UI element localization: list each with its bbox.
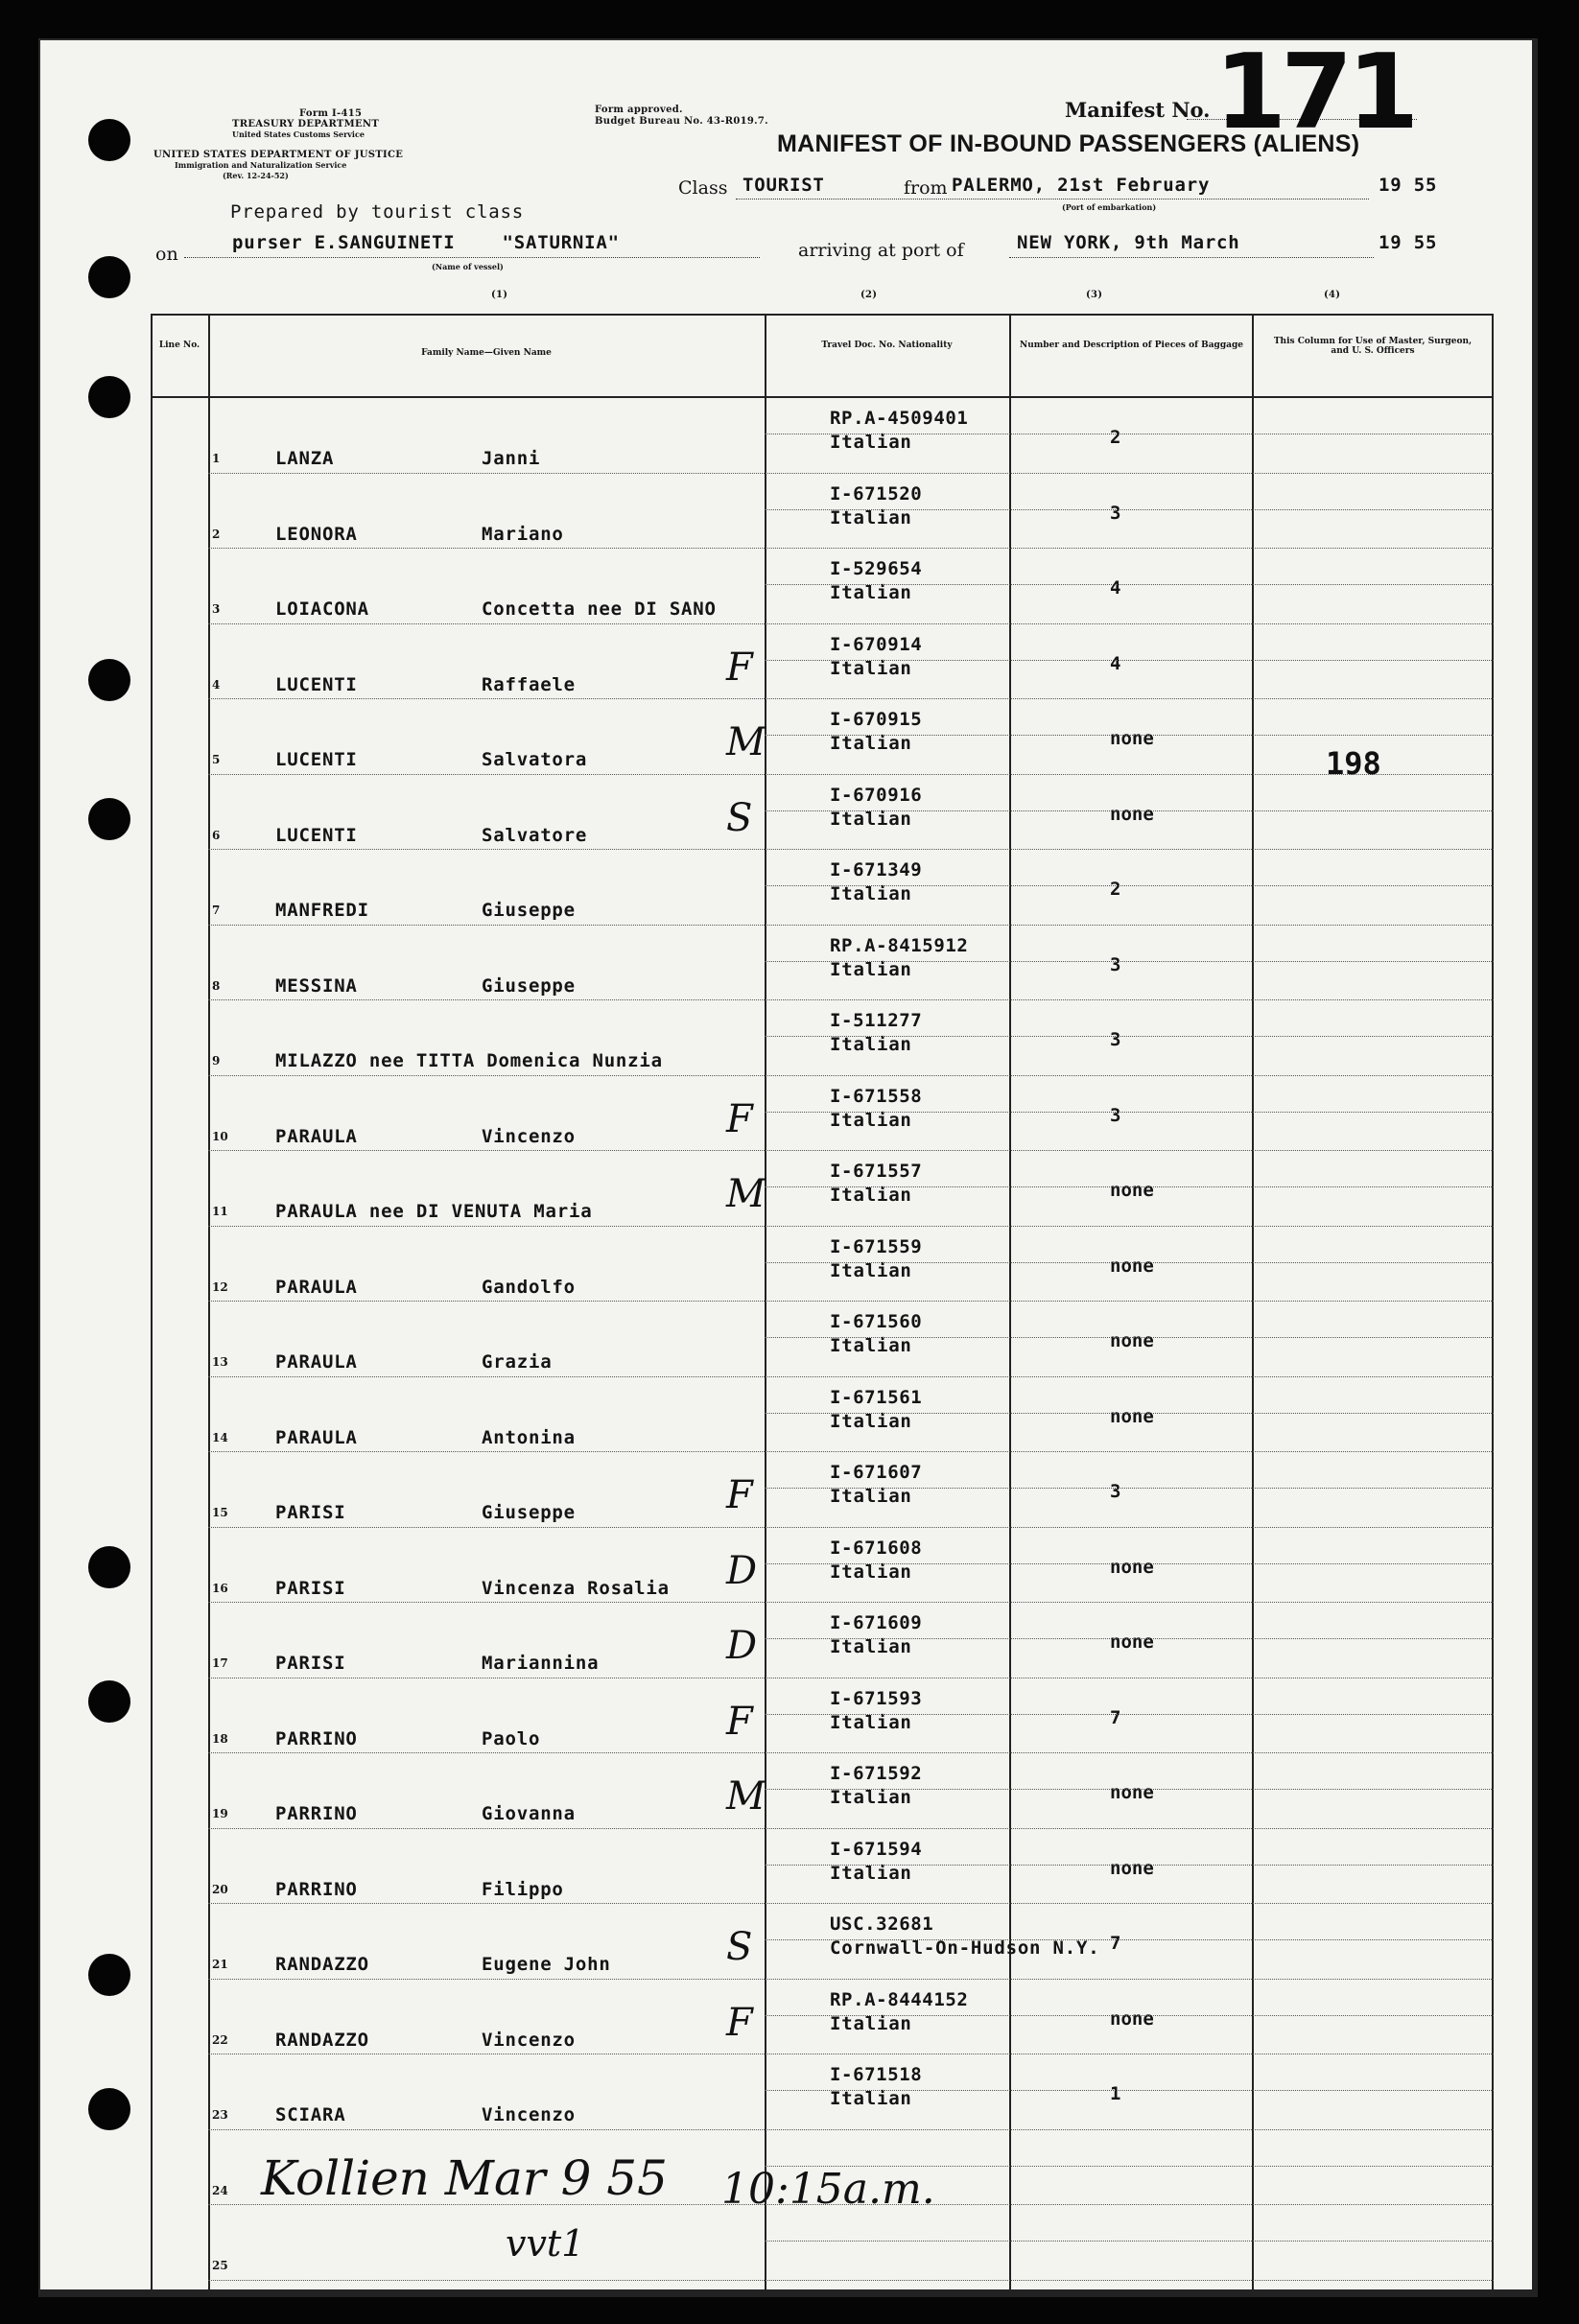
nationality: Italian [830, 1561, 912, 1583]
line-number: 23 [212, 2108, 228, 2122]
given-name: Giovanna [482, 1803, 576, 1824]
year-embarkation: 19 55 [1379, 175, 1438, 196]
table-row [151, 1829, 1494, 1903]
manifest-page [38, 33, 1538, 2297]
line-number: 3 [212, 602, 221, 616]
table-row [151, 398, 1494, 472]
line-number: 13 [212, 1355, 228, 1369]
line-number: 16 [212, 1581, 228, 1595]
port-of-embarkation-caption: (Port of embarkation) [1062, 202, 1157, 212]
given-name: Mariano [482, 523, 564, 545]
nationality: Italian [830, 2012, 912, 2034]
embarkation-value: PALERMO, 21st February [952, 175, 1211, 196]
vessel-caption: (Name of vessel) [432, 262, 504, 271]
family-name: RANDAZZO [275, 2029, 369, 2051]
travel-doc: I-529654 [830, 558, 923, 579]
line-number: 4 [212, 677, 221, 692]
line-number: 1 [212, 452, 221, 465]
relation-mark: F [726, 1473, 753, 1517]
signature: Kollien Mar 9 55 [261, 2150, 668, 2206]
class-label: Class [678, 177, 728, 199]
table-row [151, 1076, 1494, 1150]
family-name: RANDAZZO [275, 1954, 369, 1975]
baggage: none [1110, 1631, 1154, 1653]
family-name: PARAULA [275, 1426, 358, 1448]
baggage: 7 [1110, 1933, 1121, 1954]
hole-punch [88, 119, 130, 161]
family-name: PARRINO [275, 1878, 358, 1900]
baggage: 3 [1110, 502, 1121, 524]
line-number: 6 [212, 828, 221, 842]
given-name: Raffaele [482, 673, 576, 695]
baggage: none [1110, 1405, 1154, 1427]
given-name: Giuseppe [482, 974, 576, 997]
given-name: Janni [482, 448, 541, 469]
given-name: Salvatora [482, 749, 588, 770]
family-name: LANZA [275, 448, 335, 469]
hole-punch [88, 1954, 130, 1996]
line-number: 22 [212, 2032, 228, 2047]
travel-doc: I-670914 [830, 633, 923, 655]
family-name: MILAZZO nee TITTA Domenica Nunzia [275, 1050, 663, 1071]
baggage: none [1110, 1857, 1154, 1879]
baggage: 1 [1110, 2083, 1121, 2104]
col-num-3: (3) [1086, 290, 1103, 300]
line-number: 18 [212, 1731, 228, 1746]
table-row [151, 1528, 1494, 1602]
nationality: Italian [830, 1636, 912, 1657]
given-name: Vincenzo [482, 2104, 576, 2125]
table-row [151, 1753, 1494, 1827]
relation-mark: M [726, 1774, 766, 1819]
relation-mark: F [726, 1096, 753, 1141]
manifest-number-stamp: 171 [1214, 33, 1414, 153]
baggage: none [1110, 1556, 1154, 1578]
nationality: Italian [830, 1486, 912, 1507]
travel-doc: I-671560 [830, 1311, 923, 1332]
nationality: Italian [830, 1259, 912, 1281]
travel-doc: USC.32681 [830, 1913, 934, 1935]
relation-mark: F [726, 2000, 753, 2045]
relation-mark: D [726, 1548, 758, 1593]
baggage: none [1110, 1255, 1154, 1277]
form-number: Form I-415 [299, 108, 363, 119]
passenger-table [151, 314, 1494, 2292]
travel-doc: I-671518 [830, 2064, 923, 2085]
given-name: Gandolfo [482, 1276, 576, 1298]
table-row [151, 1904, 1494, 1978]
line-number: 15 [212, 1506, 228, 1519]
baggage: none [1110, 728, 1154, 749]
nationality: Italian [830, 733, 912, 754]
travel-doc: I-671609 [830, 1612, 923, 1633]
customs-service: United States Customs Service [232, 129, 365, 139]
manifest-title: MANIFEST OF IN-BOUND PASSENGERS (ALIENS) [777, 130, 1360, 157]
table-row [151, 624, 1494, 698]
nationality: Italian [830, 432, 912, 453]
nationality: Italian [830, 958, 912, 980]
nationality: Italian [830, 1711, 912, 1733]
given-name: Grazia [482, 1351, 553, 1373]
line-number: 17 [212, 1656, 228, 1670]
travel-doc: I-671608 [830, 1537, 923, 1559]
travel-doc: I-671594 [830, 1838, 923, 1860]
baggage: none [1110, 2007, 1154, 2030]
given-name: Concetta nee DI SANO [482, 599, 717, 620]
baggage: 4 [1110, 577, 1121, 599]
baggage: 3 [1110, 1481, 1121, 1502]
prepared-by: Prepared by tourist class [230, 201, 524, 223]
line-number: 11 [212, 1205, 228, 1218]
hole-punch [88, 2088, 130, 2130]
nationality: Italian [830, 1034, 912, 1055]
relation-mark: S [726, 1925, 753, 1969]
table-row [151, 926, 1494, 999]
family-name: SCIARA [275, 2104, 346, 2125]
treasury-department: TREASURY DEPARTMENT [232, 119, 380, 129]
family-name: PARRINO [275, 1727, 358, 1749]
family-name: PARISI [275, 1502, 346, 1523]
nationality: Cornwall-On-Hudson N.Y. [830, 1937, 1100, 1959]
manifest-number-label: Manifest No. [1065, 98, 1211, 122]
hole-punch [88, 1546, 130, 1588]
family-name: PARISI [275, 1577, 346, 1599]
travel-doc: I-511277 [830, 1010, 923, 1031]
baggage: none [1110, 1330, 1154, 1351]
header-baggage: Number and Description of Pieces of Baggage [1020, 340, 1243, 350]
from-label: from [904, 177, 948, 199]
hole-punch [88, 798, 130, 840]
given-name: Antonina [482, 1426, 576, 1448]
header-line-no: Line No. [158, 340, 200, 350]
hole-punch [88, 256, 130, 298]
baggage: 4 [1110, 652, 1121, 674]
relation-mark: D [726, 1624, 758, 1668]
baggage: 2 [1110, 427, 1121, 448]
table-row [151, 1302, 1494, 1375]
table-row [151, 1678, 1494, 1752]
family-name: MESSINA [275, 974, 358, 997]
travel-doc: I-671520 [830, 482, 923, 505]
baggage: 7 [1110, 1706, 1121, 1728]
nationality: Italian [830, 1109, 912, 1131]
col-num-1: (1) [491, 290, 508, 300]
travel-doc: I-671559 [830, 1235, 923, 1257]
table-row [151, 549, 1494, 622]
table-row [151, 1980, 1494, 2054]
table-row [151, 1000, 1494, 1074]
nationality: Italian [830, 657, 912, 679]
nationality: Italian [830, 506, 912, 528]
travel-doc: I-671592 [830, 1763, 923, 1784]
line-number: 2 [212, 527, 221, 541]
header-name: Family Name—Given Name [421, 348, 552, 358]
family-name: LEONORA [275, 523, 358, 545]
nationality: Italian [830, 1410, 912, 1432]
table-row [151, 1603, 1494, 1677]
baggage: none [1110, 803, 1154, 825]
family-name: PARAULA [275, 1125, 358, 1147]
baggage: 3 [1110, 1104, 1121, 1126]
baggage: 2 [1110, 879, 1121, 900]
given-name: Vincenzo [482, 1125, 576, 1147]
line-number: 7 [212, 904, 221, 917]
baggage: 3 [1110, 953, 1121, 975]
table-row [151, 1377, 1494, 1451]
relation-mark: S [726, 795, 753, 840]
given-name: Salvatore [482, 824, 588, 846]
family-name: PARISI [275, 1653, 346, 1674]
nationality: Italian [830, 1335, 912, 1356]
revision: (Rev. 12-24-52) [223, 171, 289, 180]
baggage: none [1110, 1180, 1154, 1201]
nationality: Italian [830, 1185, 912, 1206]
given-name: Filippo [482, 1878, 564, 1900]
hole-punch [88, 376, 130, 418]
family-name: PARAULA [275, 1276, 358, 1298]
given-name: Mariannina [482, 1653, 600, 1674]
travel-doc: I-671593 [830, 1687, 923, 1709]
baggage: 3 [1110, 1029, 1121, 1050]
table-row [151, 474, 1494, 548]
family-name: PARAULA [275, 1351, 358, 1373]
family-name: LOIACONA [275, 599, 369, 620]
line-number: 8 [212, 978, 221, 993]
col-num-4: (4) [1324, 290, 1341, 300]
line-number: 9 [212, 1054, 221, 1068]
header-doc: Travel Doc. No. Nationality [821, 340, 953, 350]
arrival-port-value: NEW YORK, 9th March [1017, 232, 1240, 253]
family-name: LUCENTI [275, 749, 358, 770]
travel-doc: I-671349 [830, 859, 923, 880]
nationality: Italian [830, 883, 912, 904]
line-number: 20 [212, 1882, 228, 1896]
given-name: Eugene John [482, 1954, 611, 1975]
line-number: 5 [212, 753, 221, 766]
travel-doc: I-671607 [830, 1462, 923, 1483]
given-name: Vincenzo [482, 2029, 576, 2051]
table-row [151, 1452, 1494, 1526]
budget-bureau: Budget Bureau No. 43-R019.7. [595, 116, 768, 127]
baggage: none [1110, 1782, 1154, 1803]
line-number: 10 [212, 1129, 228, 1143]
family-name: LUCENTI [275, 824, 358, 846]
travel-doc: I-670915 [830, 709, 923, 730]
travel-doc: I-671557 [830, 1161, 923, 1182]
line-number: 24 [212, 2183, 228, 2197]
nationality: Italian [830, 1787, 912, 1808]
family-name: LUCENTI [275, 673, 358, 695]
table-row [151, 850, 1494, 924]
line-number: 19 [212, 1807, 228, 1820]
travel-doc: RP.A-8415912 [830, 934, 969, 956]
travel-doc: RP.A-8444152 [830, 1988, 969, 2010]
on-label: on [155, 244, 178, 265]
arriving-label: arriving at port of [798, 240, 964, 261]
initials: vvt1 [506, 2222, 585, 2265]
ins-line: Immigration and Naturalization Service [175, 160, 347, 170]
vessel-value: purser E.SANGUINETI "SATURNIA" [232, 232, 620, 253]
table-row [151, 699, 1494, 773]
officer-note: 198 [1326, 745, 1381, 782]
line-number: 12 [212, 1279, 228, 1294]
travel-doc: I-671561 [830, 1386, 923, 1408]
table-row [151, 2054, 1494, 2128]
department-of-justice: UNITED STATES DEPARTMENT OF JUSTICE [153, 150, 404, 160]
relation-mark: F [726, 645, 753, 690]
hole-punch [88, 659, 130, 701]
table-row [151, 1227, 1494, 1301]
given-name: Vincenza Rosalia [482, 1577, 670, 1599]
relation-mark: M [726, 720, 766, 764]
line-number: 14 [212, 1430, 228, 1444]
given-name: Giuseppe [482, 900, 576, 921]
travel-doc: I-670916 [830, 784, 923, 806]
family-name: MANFREDI [275, 900, 369, 921]
table-row [151, 775, 1494, 849]
given-name: Giuseppe [482, 1502, 576, 1523]
hole-punch [88, 1680, 130, 1723]
header-officers: This Column for Use of Master, Surgeon, and U. S. Officers [1273, 337, 1473, 356]
relation-mark: M [726, 1172, 766, 1216]
line-number: 21 [212, 1958, 228, 1971]
travel-doc: I-671558 [830, 1085, 923, 1107]
nationality: Italian [830, 582, 912, 603]
relation-mark: F [726, 1699, 753, 1744]
year-arrival: 19 55 [1379, 232, 1438, 253]
given-name: Paolo [482, 1727, 541, 1749]
table-row [151, 2205, 1494, 2279]
line-number: 25 [212, 2259, 228, 2272]
nationality: Italian [830, 2088, 912, 2109]
form-approved: Form approved. [595, 105, 683, 115]
arrival-time: 10:15a.m. [721, 2165, 935, 2214]
table-row [151, 1151, 1494, 1225]
col-num-2: (2) [860, 290, 878, 300]
family-name: PARAULA nee DI VENUTA Maria [275, 1201, 593, 1222]
nationality: Italian [830, 1862, 912, 1884]
class-value: TOURIST [742, 175, 825, 196]
travel-doc: RP.A-4509401 [830, 408, 969, 429]
family-name: PARRINO [275, 1803, 358, 1824]
nationality: Italian [830, 808, 912, 830]
